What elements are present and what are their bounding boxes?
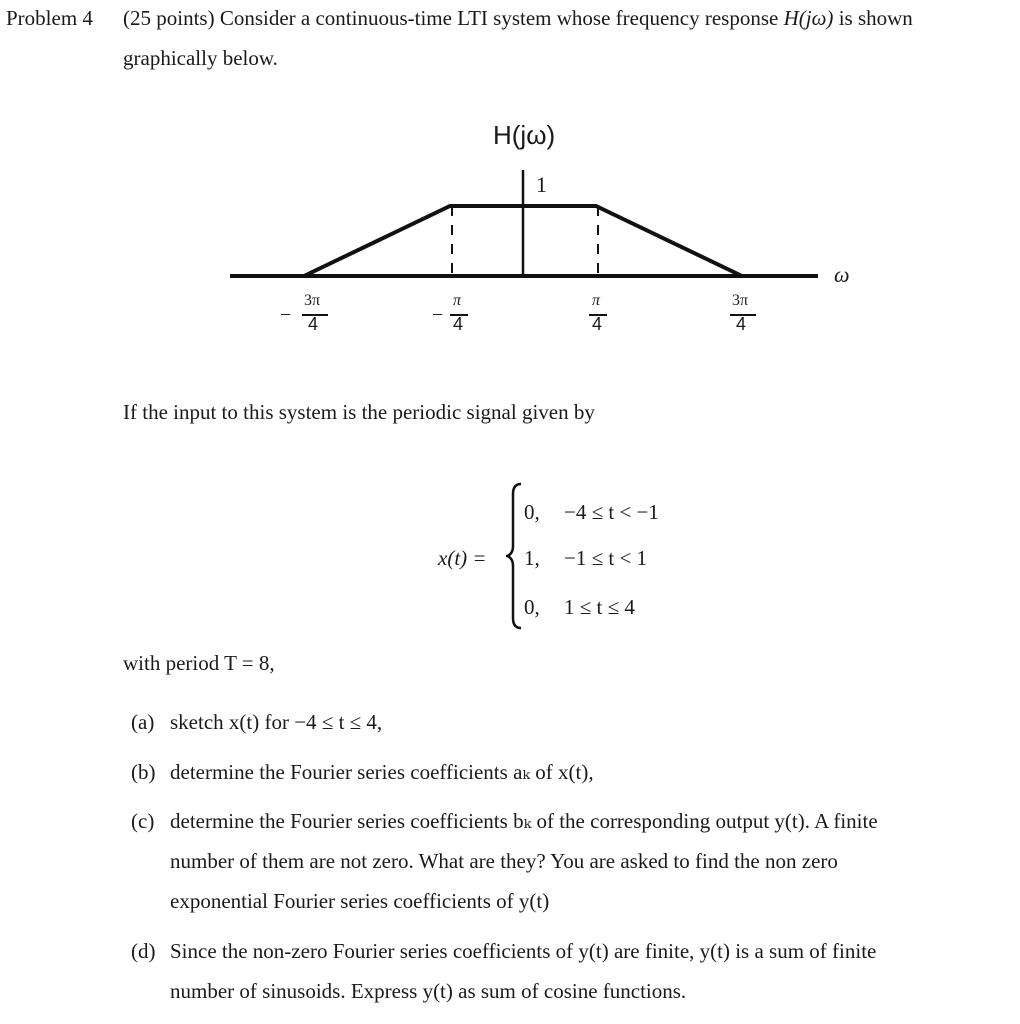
input-lead-text: If the input to this system is the periodic signal given by bbox=[123, 400, 595, 424]
tick-den: 4 bbox=[453, 314, 464, 334]
period-text: with period T = 8, bbox=[123, 651, 275, 675]
part-b-label: (b) bbox=[131, 760, 156, 784]
part-a-label: (a) bbox=[131, 710, 155, 734]
tick-num: π bbox=[453, 292, 462, 309]
tick-den: 4 bbox=[592, 314, 603, 334]
problem-number: Problem 4 bbox=[6, 6, 93, 30]
tick-sign: − bbox=[280, 304, 292, 326]
tick-num: 3π bbox=[732, 292, 749, 309]
part-c-line: exponential Fourier series coefficients of y(t) bbox=[170, 889, 550, 913]
peak-label: 1 bbox=[536, 172, 547, 197]
left-brace-icon bbox=[506, 482, 524, 630]
graph-title: H(jω) bbox=[493, 120, 556, 150]
part-c-line: determine the Fourier series coefficients bₖ of the corresponding output y(t). A finite bbox=[170, 809, 878, 833]
part-a-text: sketch x(t) for −4 ≤ t ≤ 4, bbox=[170, 710, 383, 734]
intro-text-end: is shown bbox=[838, 6, 913, 30]
case-value: 0, bbox=[524, 595, 540, 619]
frequency-response-graph bbox=[0, 0, 1020, 380]
signal-lhs: x(t) = bbox=[438, 546, 487, 570]
part-c-line: number of them are not zero. What are they? You are asked to find the non zero bbox=[170, 849, 838, 873]
part-d-line: number of sinusoids. Express y(t) as sum of cosine functions. bbox=[170, 979, 687, 1003]
case-condition: −4 ≤ t < −1 bbox=[564, 500, 659, 524]
part-d-line: Since the non-zero Fourier series coefficients of y(t) are finite, y(t) is a sum of finite bbox=[170, 939, 877, 963]
omega-axis-label: ω bbox=[834, 262, 850, 287]
tick-sign: − bbox=[432, 304, 444, 326]
case-condition: 1 ≤ t ≤ 4 bbox=[564, 595, 635, 619]
h-symbol: H(jω) bbox=[783, 6, 834, 30]
tick-den: 4 bbox=[736, 314, 747, 334]
intro-text: (25 points) Consider a continuous-time LTI system whose frequency response bbox=[123, 6, 779, 30]
part-d-label: (d) bbox=[131, 939, 156, 963]
case-value: 0, bbox=[524, 500, 540, 524]
tick-num: π bbox=[592, 292, 601, 309]
case-condition: −1 ≤ t < 1 bbox=[564, 546, 648, 570]
problem-intro-line2: graphically below. bbox=[123, 46, 278, 70]
tick-num: 3π bbox=[304, 292, 321, 309]
part-b-text: determine the Fourier series coefficients aₖ of x(t), bbox=[170, 760, 594, 784]
tick-den: 4 bbox=[308, 314, 319, 334]
part-c-label: (c) bbox=[131, 809, 155, 833]
case-value: 1, bbox=[524, 546, 540, 570]
